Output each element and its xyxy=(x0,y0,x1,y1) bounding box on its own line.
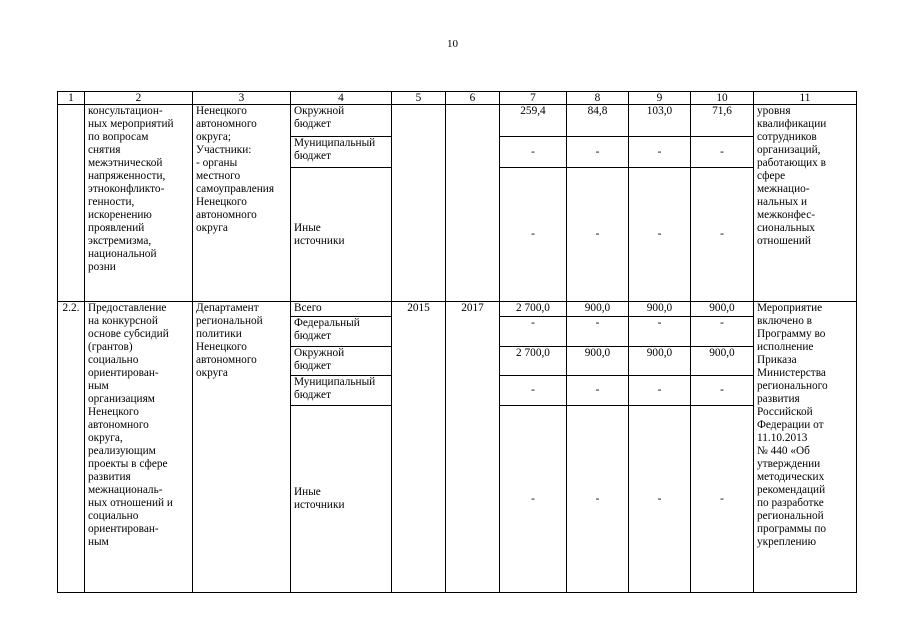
amount-total: - xyxy=(500,137,567,168)
funding-source: Федеральный бюджет xyxy=(291,317,392,347)
col-header-11: 11 xyxy=(754,92,857,105)
amount-year-3: - xyxy=(691,406,754,593)
amount-total: - xyxy=(500,406,567,593)
col-header-5: 5 xyxy=(392,92,446,105)
funding-source: Окружной бюджет xyxy=(291,105,392,137)
start-year: 2015 xyxy=(392,302,446,593)
amount-year-2: - xyxy=(629,137,691,168)
amount-total: 2 700,0 xyxy=(500,302,567,317)
amount-year-3: 71,6 xyxy=(691,105,754,137)
funding-source: Муниципальный бюджет xyxy=(291,376,392,406)
amount-year-1: - xyxy=(567,168,629,302)
amount-year-3: 900,0 xyxy=(691,347,754,376)
program-note: Мероприятие включено в Программу во исполнение Приказа Министерства регионального развития Российской Федерации от 11.10.2013 № 440 «Об утверждении методических рекомендаций по разработке региональной программы по укреплению xyxy=(754,302,857,593)
end-year: 2017 xyxy=(446,302,500,593)
expected-result: уровня квалификации сотрудников организаций, работающих в сфере межнацио- нальных и межконфес- сиональных отношений xyxy=(754,105,857,302)
col-header-6: 6 xyxy=(446,92,500,105)
funding-source: Иные источники xyxy=(291,168,392,302)
funding-source: Иные источники xyxy=(291,406,392,593)
col-header-7: 7 xyxy=(500,92,567,105)
amount-year-1: 900,0 xyxy=(567,302,629,317)
amount-total: - xyxy=(500,168,567,302)
amount-year-1: - xyxy=(567,317,629,347)
executor-cell: Ненецкого автономного округа; Участники: - органы местного самоуправления Ненецкого автономного округа xyxy=(193,105,291,302)
amount-year-3: 900,0 xyxy=(691,302,754,317)
amount-year-3: - xyxy=(691,137,754,168)
amount-year-2: - xyxy=(629,317,691,347)
program-table xyxy=(57,91,857,593)
col-header-3: 3 xyxy=(193,92,291,105)
measure-description: Предоставление на конкурсной основе субсидий (грантов) социально ориентирован- ным организациям Ненецкого автономного округа, реализующим проекты в сфере развития межнациональ- ных отношений и социально ориентирован- ным xyxy=(85,302,193,593)
col-header-2: 2 xyxy=(85,92,193,105)
amount-total: - xyxy=(500,317,567,347)
table-row xyxy=(58,302,857,317)
funding-source: Всего xyxy=(291,302,392,317)
amount-year-2: - xyxy=(629,168,691,302)
col-header-9: 9 xyxy=(629,92,691,105)
measure-description: консультацион- ных мероприятий по вопросам снятия межэтнической напряженности, этноконфликто- генности, искоренению проявлений экстремизма, национальной розни xyxy=(85,105,193,302)
amount-year-2: - xyxy=(629,406,691,593)
amount-year-2: 900,0 xyxy=(629,347,691,376)
start-year-cell xyxy=(392,105,446,302)
col-header-1: 1 xyxy=(58,92,85,105)
amount-year-1: - xyxy=(567,376,629,406)
amount-year-1: 84,8 xyxy=(567,105,629,137)
col-header-4: 4 xyxy=(291,92,392,105)
header-row xyxy=(58,92,857,105)
amount-year-1: - xyxy=(567,137,629,168)
funding-source: Муниципальный бюджет xyxy=(291,137,392,168)
amount-year-3: - xyxy=(691,317,754,347)
page-number: 10 xyxy=(447,38,458,50)
amount-total: 2 700,0 xyxy=(500,347,567,376)
executor-cell: Департамент региональной политики Ненецкого автономного округа xyxy=(193,302,291,593)
item-number-cell xyxy=(58,105,85,302)
amount-year-3: - xyxy=(691,376,754,406)
amount-year-2: 103,0 xyxy=(629,105,691,137)
funding-source: Окружной бюджет xyxy=(291,347,392,376)
col-header-10: 10 xyxy=(691,92,754,105)
item-number: 2.2. xyxy=(58,302,85,593)
amount-year-2: - xyxy=(629,376,691,406)
col-header-8: 8 xyxy=(567,92,629,105)
amount-total: - xyxy=(500,376,567,406)
amount-year-1: 900,0 xyxy=(567,347,629,376)
amount-year-2: 900,0 xyxy=(629,302,691,317)
amount-year-1: - xyxy=(567,406,629,593)
amount-total: 259,4 xyxy=(500,105,567,137)
end-year-cell xyxy=(446,105,500,302)
amount-year-3: - xyxy=(691,168,754,302)
table-row xyxy=(58,105,857,137)
